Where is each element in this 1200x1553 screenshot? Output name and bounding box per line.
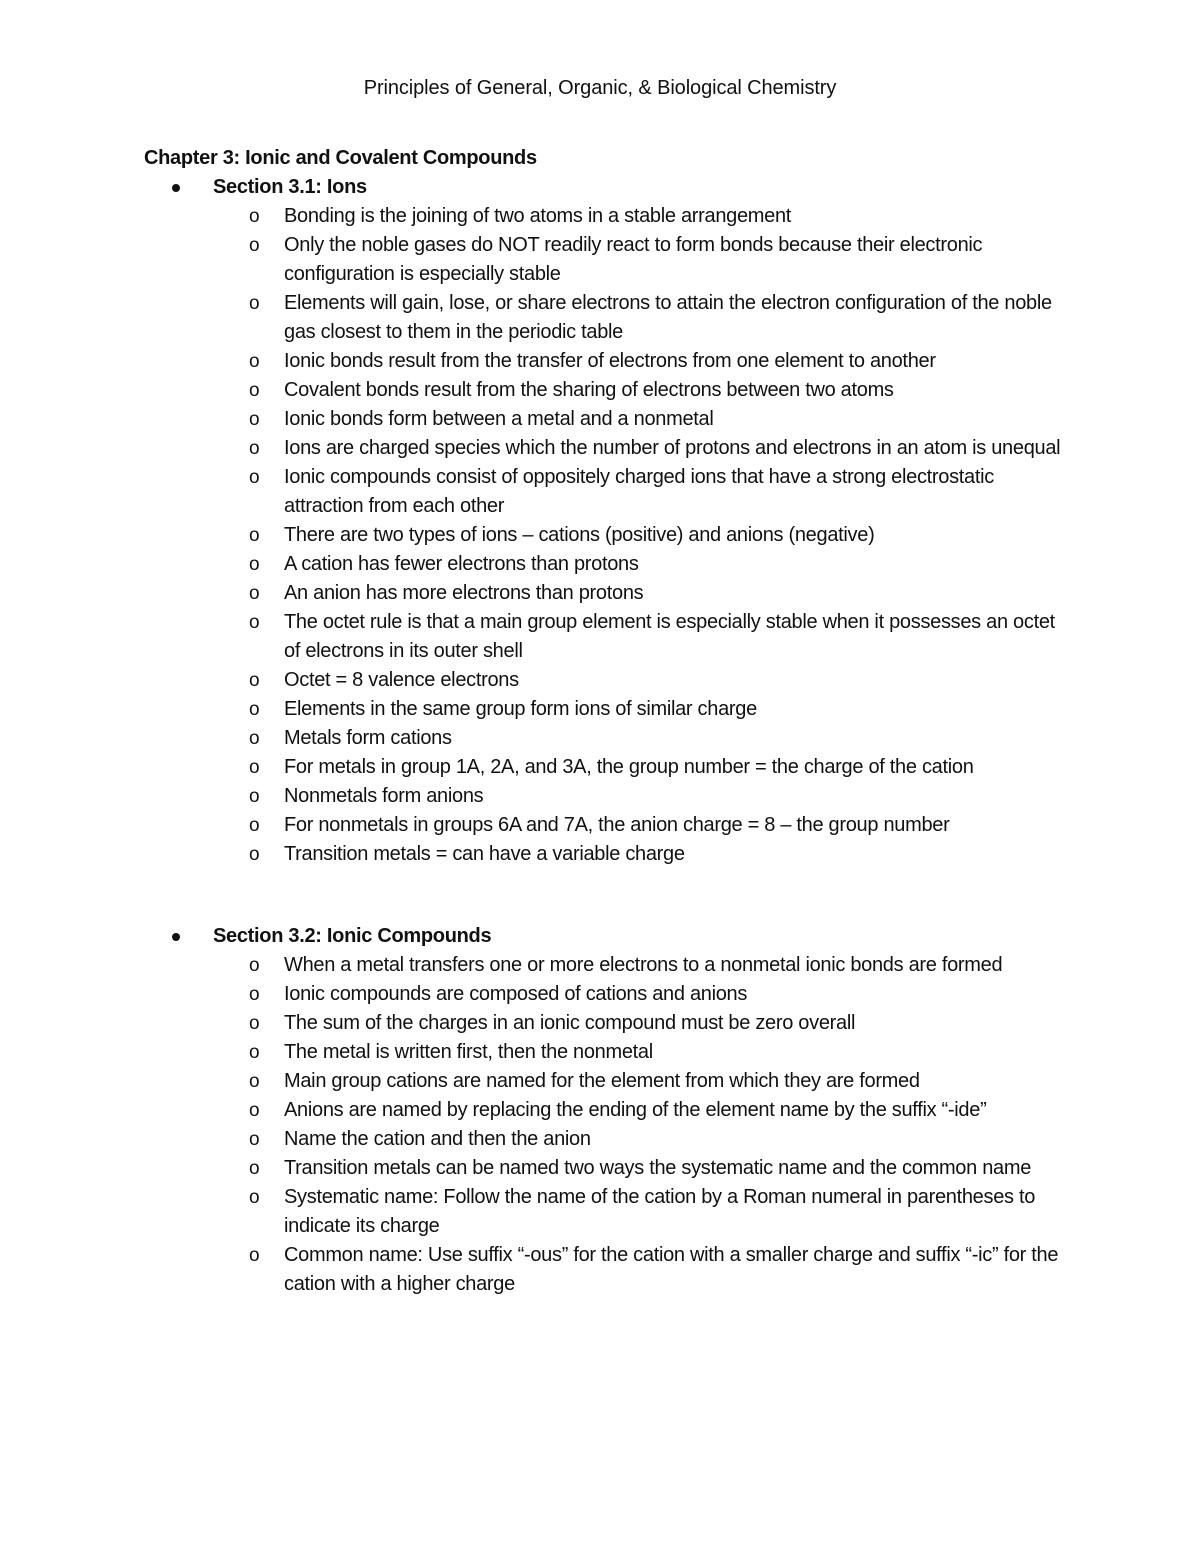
bullet-icon <box>172 184 180 192</box>
circle-bullet-icon: o <box>249 786 260 807</box>
circle-bullet-icon: o <box>249 467 260 488</box>
section-title: Section 3.2: Ionic Compounds <box>213 925 492 947</box>
list-item <box>0 231 1200 289</box>
list-item <box>0 782 1200 811</box>
list-item-text: A cation has fewer electrons than protons <box>284 553 639 575</box>
list-item-text: The metal is written first, then the nonmetal <box>284 1041 653 1063</box>
list-item <box>0 1038 1200 1067</box>
circle-bullet-icon: o <box>249 351 260 372</box>
list-item-text: The octet rule is that a main group element is especially stable when it possesses an octet of electrons in its outer shell <box>284 611 1055 662</box>
bullet-icon <box>172 933 180 941</box>
list-item-text: Elements will gain, lose, or share electrons to attain the electron configuration of the noble gas closest to them in the periodic table <box>284 292 1052 343</box>
document-title: Principles of General, Organic, & Biological Chemistry <box>363 77 837 99</box>
list-item-text: Metals form cations <box>284 727 452 749</box>
list-item <box>0 608 1200 666</box>
circle-bullet-icon: o <box>249 293 260 314</box>
list-item <box>0 695 1200 724</box>
circle-bullet-icon: o <box>249 844 260 865</box>
circle-bullet-icon: o <box>249 1129 260 1150</box>
circle-bullet-icon: o <box>249 612 260 633</box>
list-item <box>0 289 1200 347</box>
circle-bullet-icon: o <box>249 757 260 778</box>
list-item-text: Covalent bonds result from the sharing of electrons between two atoms <box>284 379 894 401</box>
list-item-text: Transition metals can be named two ways the systematic name and the common name <box>284 1157 1032 1179</box>
circle-bullet-icon: o <box>249 525 260 546</box>
circle-bullet-icon: o <box>249 1187 260 1208</box>
list-item <box>0 463 1200 521</box>
list-item <box>0 980 1200 1009</box>
list-item <box>0 1154 1200 1183</box>
circle-bullet-icon: o <box>249 554 260 575</box>
circle-bullet-icon: o <box>249 235 260 256</box>
circle-bullet-icon: o <box>249 815 260 836</box>
list-item-text: Transition metals = can have a variable charge <box>284 843 685 865</box>
circle-bullet-icon: o <box>249 1158 260 1179</box>
list-item <box>0 376 1200 405</box>
section-items <box>0 202 1200 869</box>
circle-bullet-icon: o <box>249 583 260 604</box>
list-item <box>0 753 1200 782</box>
list-item <box>0 840 1200 869</box>
circle-bullet-icon: o <box>249 1013 260 1034</box>
list-item-text: Only the noble gases do NOT readily react to form bonds because their electronic configuration is especially stable <box>284 234 983 285</box>
list-item-text: Ions are charged species which the number of protons and electrons in an atom is unequal <box>284 437 1061 459</box>
list-item <box>0 202 1200 231</box>
list-item-text: For metals in group 1A, 2A, and 3A, the group number = the charge of the cation <box>284 756 974 778</box>
list-item-text: Ionic compounds are composed of cations and anions <box>284 983 748 1005</box>
list-item-text: Nonmetals form anions <box>284 785 484 807</box>
circle-bullet-icon: o <box>249 984 260 1005</box>
list-item-text: Anions are named by replacing the ending of the element name by the suffix “-ide” <box>284 1099 987 1121</box>
section-title: Section 3.1: Ions <box>213 176 367 198</box>
list-item-text: Main group cations are named for the element from which they are formed <box>284 1070 920 1092</box>
list-item-text: Ionic bonds result from the transfer of electrons from one element to another <box>284 350 936 372</box>
circle-bullet-icon: o <box>249 1100 260 1121</box>
circle-bullet-icon: o <box>249 409 260 430</box>
list-item <box>0 1009 1200 1038</box>
list-item <box>0 1183 1200 1241</box>
list-item <box>0 666 1200 695</box>
list-item-text: Name the cation and then the anion <box>284 1128 591 1150</box>
list-item-text: There are two types of ions – cations (positive) and anions (negative) <box>284 524 875 546</box>
list-item-text: Ionic compounds consist of oppositely charged ions that have a strong electrostatic attraction from each other <box>284 466 994 517</box>
list-item <box>0 347 1200 376</box>
list-item-text: Systematic name: Follow the name of the cation by a Roman numeral in parentheses to indicate its charge <box>284 1186 1036 1237</box>
section-items <box>0 951 1200 1299</box>
circle-bullet-icon: o <box>249 1071 260 1092</box>
list-item-text: Common name: Use suffix “-ous” for the cation with a smaller charge and suffix “-ic” for the cation with a higher charge <box>284 1244 1059 1295</box>
list-item <box>0 1096 1200 1125</box>
list-item-text: For nonmetals in groups 6A and 7A, the anion charge = 8 – the group number <box>284 814 950 836</box>
list-item <box>0 1241 1200 1299</box>
circle-bullet-icon: o <box>249 380 260 401</box>
list-item <box>0 1125 1200 1154</box>
list-item <box>0 405 1200 434</box>
list-item <box>0 579 1200 608</box>
list-item <box>0 1067 1200 1096</box>
circle-bullet-icon: o <box>249 1042 260 1063</box>
section-heading <box>0 173 1200 202</box>
chapter-heading: Chapter 3: Ionic and Covalent Compounds <box>144 147 537 169</box>
list-item <box>0 521 1200 550</box>
circle-bullet-icon: o <box>249 955 260 976</box>
list-item <box>0 434 1200 463</box>
circle-bullet-icon: o <box>249 670 260 691</box>
list-item <box>0 811 1200 840</box>
circle-bullet-icon: o <box>249 1245 260 1266</box>
circle-bullet-icon: o <box>249 728 260 749</box>
list-item <box>0 550 1200 579</box>
list-item-text: An anion has more electrons than protons <box>284 582 644 604</box>
circle-bullet-icon: o <box>249 206 260 227</box>
list-item-text: Bonding is the joining of two atoms in a stable arrangement <box>284 205 792 227</box>
section-3-1 <box>0 173 1200 869</box>
list-item-text: When a metal transfers one or more electrons to a nonmetal ionic bonds are formed <box>284 954 1003 976</box>
circle-bullet-icon: o <box>249 699 260 720</box>
circle-bullet-icon: o <box>249 438 260 459</box>
list-item-text: Octet = 8 valence electrons <box>284 669 519 691</box>
list-item-text: The sum of the charges in an ionic compound must be zero overall <box>284 1012 856 1034</box>
list-item <box>0 724 1200 753</box>
list-item-text: Elements in the same group form ions of similar charge <box>284 698 757 720</box>
list-item <box>0 951 1200 980</box>
section-3-2 <box>0 922 1200 1299</box>
list-item-text: Ionic bonds form between a metal and a nonmetal <box>284 408 714 430</box>
section-heading <box>0 922 1200 951</box>
